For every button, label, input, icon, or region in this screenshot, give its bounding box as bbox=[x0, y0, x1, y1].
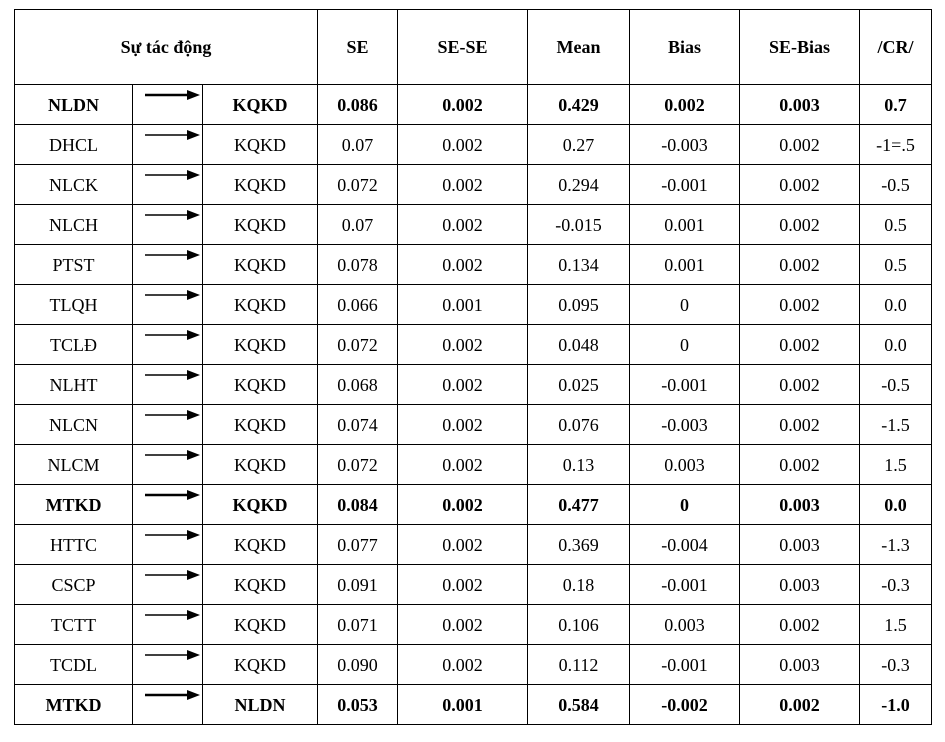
right-arrow-icon bbox=[145, 208, 201, 222]
se-cell: 0.068 bbox=[318, 365, 398, 405]
se-se-cell: 0.002 bbox=[398, 85, 528, 125]
path-arrow-cell bbox=[133, 525, 203, 565]
right-arrow-icon bbox=[145, 608, 201, 622]
target-variable: KQKD bbox=[203, 405, 318, 445]
se-cell: 0.090 bbox=[318, 645, 398, 685]
path-arrow-cell bbox=[133, 125, 203, 165]
header-cr: /CR/ bbox=[860, 10, 932, 85]
path-arrow-cell bbox=[133, 365, 203, 405]
cr-cell: -0.5 bbox=[860, 365, 932, 405]
path-arrow-cell bbox=[133, 325, 203, 365]
cr-cell: 0.0 bbox=[860, 285, 932, 325]
bias-cell: -0.003 bbox=[630, 125, 740, 165]
mean-cell: 0.429 bbox=[528, 85, 630, 125]
se-bias-cell: 0.002 bbox=[740, 245, 860, 285]
mean-cell: 0.134 bbox=[528, 245, 630, 285]
right-arrow-icon bbox=[145, 688, 201, 702]
header-impact: Sự tác động bbox=[15, 10, 318, 85]
se-se-cell: 0.002 bbox=[398, 245, 528, 285]
header-se-se: SE-SE bbox=[398, 10, 528, 85]
se-bias-cell: 0.002 bbox=[740, 605, 860, 645]
se-bias-cell: 0.002 bbox=[740, 405, 860, 445]
path-arrow-cell bbox=[133, 605, 203, 645]
se-cell: 0.072 bbox=[318, 325, 398, 365]
mean-cell: 0.27 bbox=[528, 125, 630, 165]
mean-cell: 0.18 bbox=[528, 565, 630, 605]
table-row bbox=[15, 285, 932, 325]
source-variable: NLCK bbox=[15, 165, 133, 205]
se-cell: 0.078 bbox=[318, 245, 398, 285]
table-row bbox=[15, 85, 932, 125]
right-arrow-icon bbox=[145, 248, 201, 262]
cr-cell: 0.0 bbox=[860, 485, 932, 525]
source-variable: CSCP bbox=[15, 565, 133, 605]
right-arrow-icon bbox=[145, 448, 201, 462]
header-mean: Mean bbox=[528, 10, 630, 85]
mean-cell: 0.076 bbox=[528, 405, 630, 445]
right-arrow-icon bbox=[145, 488, 201, 502]
table-row bbox=[15, 165, 932, 205]
mean-cell: 0.048 bbox=[528, 325, 630, 365]
se-cell: 0.071 bbox=[318, 605, 398, 645]
target-variable: KQKD bbox=[203, 525, 318, 565]
mean-cell: 0.294 bbox=[528, 165, 630, 205]
right-arrow-icon bbox=[145, 528, 201, 542]
se-cell: 0.053 bbox=[318, 685, 398, 725]
se-bias-cell: 0.002 bbox=[740, 125, 860, 165]
bootstrap-table bbox=[14, 9, 932, 725]
cr-cell: 0.7 bbox=[860, 85, 932, 125]
se-bias-cell: 0.002 bbox=[740, 325, 860, 365]
path-arrow-cell bbox=[133, 285, 203, 325]
target-variable: KQKD bbox=[203, 645, 318, 685]
path-arrow-cell bbox=[133, 405, 203, 445]
se-se-cell: 0.002 bbox=[398, 205, 528, 245]
cr-cell: 0.5 bbox=[860, 205, 932, 245]
path-arrow-cell bbox=[133, 205, 203, 245]
se-cell: 0.07 bbox=[318, 125, 398, 165]
table-row bbox=[15, 125, 932, 165]
source-variable: HTTC bbox=[15, 525, 133, 565]
cr-cell: 0.0 bbox=[860, 325, 932, 365]
cr-cell: -0.3 bbox=[860, 565, 932, 605]
mean-cell: 0.112 bbox=[528, 645, 630, 685]
bias-cell: -0.002 bbox=[630, 685, 740, 725]
path-arrow-cell bbox=[133, 565, 203, 605]
bias-cell: -0.001 bbox=[630, 365, 740, 405]
right-arrow-icon bbox=[145, 408, 201, 422]
mean-cell: 0.106 bbox=[528, 605, 630, 645]
path-arrow-cell bbox=[133, 645, 203, 685]
mean-cell: 0.095 bbox=[528, 285, 630, 325]
se-cell: 0.086 bbox=[318, 85, 398, 125]
path-arrow-cell bbox=[133, 165, 203, 205]
path-arrow-cell bbox=[133, 485, 203, 525]
right-arrow-icon bbox=[145, 128, 201, 142]
target-variable: KQKD bbox=[203, 285, 318, 325]
source-variable: DHCL bbox=[15, 125, 133, 165]
target-variable: KQKD bbox=[203, 485, 318, 525]
bias-cell: -0.003 bbox=[630, 405, 740, 445]
source-variable: NLDN bbox=[15, 85, 133, 125]
source-variable: TLQH bbox=[15, 285, 133, 325]
target-variable: KQKD bbox=[203, 85, 318, 125]
right-arrow-icon bbox=[145, 568, 201, 582]
right-arrow-icon bbox=[145, 368, 201, 382]
se-se-cell: 0.002 bbox=[398, 365, 528, 405]
cr-cell: -0.3 bbox=[860, 645, 932, 685]
table-row bbox=[15, 365, 932, 405]
header-se: SE bbox=[318, 10, 398, 85]
se-se-cell: 0.002 bbox=[398, 525, 528, 565]
table-row bbox=[15, 245, 932, 285]
cr-cell: 1.5 bbox=[860, 605, 932, 645]
source-variable: NLCN bbox=[15, 405, 133, 445]
se-bias-cell: 0.003 bbox=[740, 485, 860, 525]
source-variable: MTKD bbox=[15, 485, 133, 525]
se-se-cell: 0.001 bbox=[398, 285, 528, 325]
source-variable: NLHT bbox=[15, 365, 133, 405]
bias-cell: -0.001 bbox=[630, 645, 740, 685]
se-bias-cell: 0.003 bbox=[740, 645, 860, 685]
right-arrow-icon bbox=[145, 168, 201, 182]
source-variable: TCTT bbox=[15, 605, 133, 645]
table-row bbox=[15, 605, 932, 645]
se-bias-cell: 0.002 bbox=[740, 205, 860, 245]
se-se-cell: 0.001 bbox=[398, 685, 528, 725]
cr-cell: -1.3 bbox=[860, 525, 932, 565]
target-variable: KQKD bbox=[203, 205, 318, 245]
target-variable: KQKD bbox=[203, 445, 318, 485]
cr-cell: -1.5 bbox=[860, 405, 932, 445]
right-arrow-icon bbox=[145, 328, 201, 342]
bias-cell: 0.001 bbox=[630, 245, 740, 285]
mean-cell: 0.369 bbox=[528, 525, 630, 565]
mean-cell: 0.025 bbox=[528, 365, 630, 405]
mean-cell: 0.13 bbox=[528, 445, 630, 485]
se-bias-cell: 0.002 bbox=[740, 165, 860, 205]
se-se-cell: 0.002 bbox=[398, 485, 528, 525]
bias-cell: 0 bbox=[630, 485, 740, 525]
target-variable: KQKD bbox=[203, 325, 318, 365]
source-variable: TCDL bbox=[15, 645, 133, 685]
se-se-cell: 0.002 bbox=[398, 125, 528, 165]
se-bias-cell: 0.003 bbox=[740, 525, 860, 565]
target-variable: KQKD bbox=[203, 365, 318, 405]
table-row bbox=[15, 565, 932, 605]
target-variable: KQKD bbox=[203, 125, 318, 165]
source-variable: NLCM bbox=[15, 445, 133, 485]
right-arrow-icon bbox=[145, 88, 201, 102]
header-row bbox=[15, 10, 932, 85]
se-cell: 0.077 bbox=[318, 525, 398, 565]
path-arrow-cell bbox=[133, 245, 203, 285]
bias-cell: 0 bbox=[630, 325, 740, 365]
se-cell: 0.066 bbox=[318, 285, 398, 325]
mean-cell: -0.015 bbox=[528, 205, 630, 245]
mean-cell: 0.584 bbox=[528, 685, 630, 725]
bias-cell: -0.001 bbox=[630, 565, 740, 605]
source-variable: NLCH bbox=[15, 205, 133, 245]
source-variable: PTST bbox=[15, 245, 133, 285]
se-cell: 0.072 bbox=[318, 165, 398, 205]
table-row bbox=[15, 445, 932, 485]
target-variable: KQKD bbox=[203, 165, 318, 205]
cr-cell: -1=.5 bbox=[860, 125, 932, 165]
table-row bbox=[15, 645, 932, 685]
bias-cell: 0.002 bbox=[630, 85, 740, 125]
header-bias: Bias bbox=[630, 10, 740, 85]
se-bias-cell: 0.002 bbox=[740, 445, 860, 485]
table-body bbox=[15, 85, 932, 725]
se-cell: 0.091 bbox=[318, 565, 398, 605]
se-se-cell: 0.002 bbox=[398, 645, 528, 685]
se-se-cell: 0.002 bbox=[398, 605, 528, 645]
source-variable: MTKD bbox=[15, 685, 133, 725]
se-se-cell: 0.002 bbox=[398, 325, 528, 365]
bias-cell: 0.003 bbox=[630, 445, 740, 485]
cr-cell: 0.5 bbox=[860, 245, 932, 285]
source-variable: TCLĐ bbox=[15, 325, 133, 365]
se-se-cell: 0.002 bbox=[398, 165, 528, 205]
target-variable: KQKD bbox=[203, 565, 318, 605]
se-se-cell: 0.002 bbox=[398, 405, 528, 445]
target-variable: KQKD bbox=[203, 245, 318, 285]
bias-cell: 0.003 bbox=[630, 605, 740, 645]
table-row bbox=[15, 685, 932, 725]
se-bias-cell: 0.002 bbox=[740, 365, 860, 405]
table-row bbox=[15, 405, 932, 445]
right-arrow-icon bbox=[145, 288, 201, 302]
se-bias-cell: 0.002 bbox=[740, 285, 860, 325]
table-row bbox=[15, 325, 932, 365]
cr-cell: 1.5 bbox=[860, 445, 932, 485]
se-cell: 0.084 bbox=[318, 485, 398, 525]
path-arrow-cell bbox=[133, 85, 203, 125]
path-arrow-cell bbox=[133, 685, 203, 725]
cr-cell: -0.5 bbox=[860, 165, 932, 205]
se-se-cell: 0.002 bbox=[398, 565, 528, 605]
table-row bbox=[15, 525, 932, 565]
se-bias-cell: 0.003 bbox=[740, 565, 860, 605]
se-bias-cell: 0.002 bbox=[740, 685, 860, 725]
target-variable: KQKD bbox=[203, 605, 318, 645]
path-arrow-cell bbox=[133, 445, 203, 485]
bias-cell: 0.001 bbox=[630, 205, 740, 245]
se-cell: 0.074 bbox=[318, 405, 398, 445]
table-row bbox=[15, 205, 932, 245]
se-cell: 0.072 bbox=[318, 445, 398, 485]
bias-cell: -0.001 bbox=[630, 165, 740, 205]
bias-cell: -0.004 bbox=[630, 525, 740, 565]
se-cell: 0.07 bbox=[318, 205, 398, 245]
cr-cell: -1.0 bbox=[860, 685, 932, 725]
se-bias-cell: 0.003 bbox=[740, 85, 860, 125]
mean-cell: 0.477 bbox=[528, 485, 630, 525]
table-row bbox=[15, 485, 932, 525]
bias-cell: 0 bbox=[630, 285, 740, 325]
se-se-cell: 0.002 bbox=[398, 445, 528, 485]
target-variable: NLDN bbox=[203, 685, 318, 725]
header-se-bias: SE-Bias bbox=[740, 10, 860, 85]
right-arrow-icon bbox=[145, 648, 201, 662]
